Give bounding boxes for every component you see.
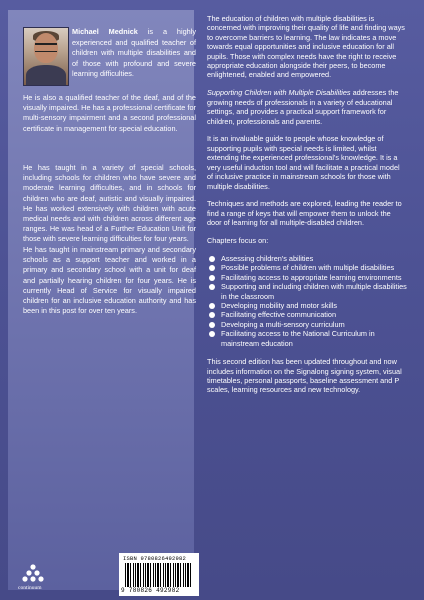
book-title: Supporting Children with Multiple Disabilities xyxy=(207,88,351,98)
author-panel xyxy=(8,10,196,594)
bullet-icon xyxy=(209,331,215,337)
description-purpose: Supporting Children with Multiple Disabilities addresses the growing needs of professionals in a variety of educational settings, and provides a practical support framework for children, professionals and parents. xyxy=(207,88,399,126)
bullet-icon xyxy=(209,312,215,318)
isbn-digits: 9 780826 492982 xyxy=(121,587,180,594)
isbn-barcode xyxy=(119,553,199,596)
list-item: Facilitating access to appropriate learning environments xyxy=(207,273,407,282)
list-item: Developing a multi-sensory curriculum xyxy=(207,320,407,329)
chapters-list xyxy=(207,254,407,348)
description-techniques: Techniques and methods are explored, leading the reader to find a range of keys that will empower them to unlock the door of learning for all multiple-disabled children. xyxy=(207,199,402,228)
bullet-icon xyxy=(209,256,215,262)
book-description xyxy=(207,14,407,403)
barcode-bars xyxy=(125,563,193,587)
bullet-icon xyxy=(209,303,215,309)
list-item: Possible problems of children with multiple disabilities xyxy=(207,263,407,272)
author-bio-qualifications: He is also a qualified teacher of the deaf, and of the visually impaired. He has a professional certificate for multi-sensory impairment and a second professional certificate in management for special education. xyxy=(23,93,196,133)
bullet-icon xyxy=(209,265,215,271)
chapters-heading: Chapters focus on: xyxy=(207,236,269,246)
continuum-logo-icon xyxy=(22,562,44,582)
description-second-edition: This second edition has been updated throughout and now includes information on the Signalong signing system, visual timetables, personal passports, baseline assessment and P scales, learning resources and new technology. xyxy=(207,357,402,395)
author-name: Michael Mednick xyxy=(72,27,138,36)
description-guide: It is an invaluable guide to people whose knowledge of supporting pupils with special needs is limited, whilst extending the experienced professional's knowledge. It is a very useful induction tool and will facilitate a practical model of inclusive practice in mainstream schools for those with multiple disabilities. xyxy=(207,134,400,191)
list-item: Facilitating effective communication xyxy=(207,310,407,319)
bullet-icon xyxy=(209,284,215,290)
list-item: Assessing children's abilities xyxy=(207,254,407,263)
list-item: Supporting and including children with multiple disabilities in the classroom xyxy=(207,282,407,301)
author-bio-experience: He has taught in a variety of special schools, including schools for children who have severe and moderate learning difficulties, and in schools for children who are deaf, autistic and visually impaired. He has worked extensively with children with acute medical needs and with children across different age ranges. He was head of a Further Education Unit for those with severe learning difficulties for four years. xyxy=(23,163,196,244)
isbn-label: ISBN 9780826492982 xyxy=(123,555,187,562)
bullet-icon xyxy=(209,322,215,328)
publisher-name: continuum xyxy=(18,585,42,591)
bullet-icon xyxy=(209,275,215,281)
author-bio-intro: Michael Mednick is a highly experienced and qualified teacher of children with multiple disabilities and of those with profound and severe learning difficulties. xyxy=(72,27,196,78)
author-photo xyxy=(23,27,69,86)
description-intro: The education of children with multiple disabilities is concerned with improving their quality of life and finding ways to overcome barriers to learning. The law indicates a move towards equal opportunities and inclusive education for all pupils. Those with complex needs have the right to receive appropriate education alongside their peers, to become enlightened, enabled and empowered. xyxy=(207,14,405,80)
list-item: Facilitating access to the National Curriculum in mainstream education xyxy=(207,329,407,348)
list-item: Developing mobility and motor skills xyxy=(207,301,407,310)
author-bio-current-role: He has taught in mainstream primary and secondary schools as a support teacher and worked in a primary and secondary school with a unit for deaf and partially hearing children for four years. He is currently Head of Service for visually impaired children for an inclusive education authority and has been in this post for over ten years. xyxy=(23,245,196,316)
